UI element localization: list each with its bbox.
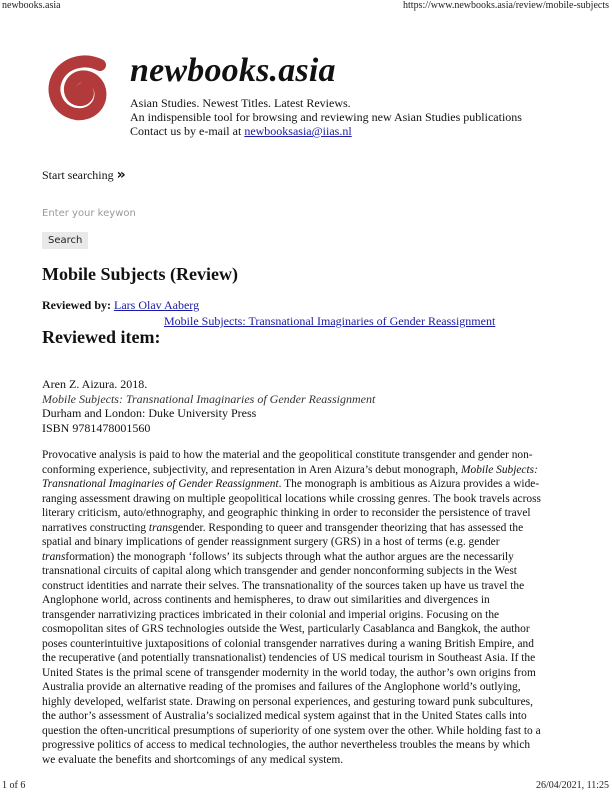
search-input[interactable]: [40, 204, 224, 222]
print-datetime: 26/04/2021, 11:25: [536, 780, 609, 791]
body-line: we evaluate the benefits and shortcomings of any medical system.: [42, 753, 344, 766]
start-searching-label: Start searching: [42, 168, 114, 182]
body-line: transgender narrativizing practices imbricated in their colonial and imperial origins. Focusing on the: [42, 608, 500, 621]
site-logo[interactable]: [40, 50, 118, 132]
print-page-indicator: 1 of 6: [2, 780, 26, 791]
reviewed-by-label: Reviewed by:: [42, 298, 111, 312]
spiral-logo-icon: [40, 50, 118, 132]
body-line: cosmopolitan sites of GRS technologies outside the West, particularly Casablanca and Bangkok, the author: [42, 623, 530, 635]
body-line: question the often-uncritical presumptions of superiority of one system over the other. While holding fast to a: [42, 724, 541, 737]
start-searching-toggle[interactable]: [42, 167, 126, 183]
book-title-link[interactable]: Mobile Subjects: Transnational Imaginaries of Gender Reassignment: [164, 314, 496, 328]
body-line: highly developed, welfarist state. Drawing on personal experiences, and gesturing toward punk subcultures,: [42, 695, 533, 708]
page-title: Mobile Subjects (Review): [42, 264, 238, 284]
site-title[interactable]: newbooks.asia: [130, 52, 336, 89]
search-button[interactable]: Search: [42, 232, 88, 249]
reviewer-link[interactable]: Lars Olav Aaberg: [114, 298, 200, 312]
body-line: progressive politics of access to medical technologies, the author nevertheless troubles the means by which: [42, 739, 531, 751]
contact-email-link[interactable]: newbooksasia@iias.nl: [244, 124, 352, 138]
body-line: Australia provide an alternative reading of the promises and failures of the Anglophone world’s outlying,: [42, 681, 521, 693]
body-line: transformation) the monograph ‘follows’ its subjects through what the author argues are the necessarily: [42, 550, 514, 563]
contact-prefix: Contact us by e-mail at: [130, 124, 245, 138]
body-line: Transnational Imaginaries of Gender Reassignment. The monograph is ambitious as Aizura provides a wide-: [42, 478, 540, 490]
citation-publisher: Durham and London: Duke University Press: [42, 406, 257, 420]
contact-line: [130, 124, 522, 138]
body-line: poses counterintuitive juxtapositions of colonial transgender narratives during a waning British Empire, and: [42, 637, 534, 650]
body-line: United States is the primal scene of transgender modernity in the world today, the author’s own origins from: [42, 666, 536, 679]
double-chevron-right-icon: »: [116, 167, 126, 183]
body-line: Anglophone world, across continents and hemispheres, to draw out similarities and divergences in: [42, 594, 490, 606]
tagline-line-2: An indispensible tool for browsing and reviewing new Asian Studies publications: [130, 110, 522, 124]
body-line: Provocative analysis is paid to how the material and the geopolitical constitute transgender and gender non-: [42, 449, 533, 461]
citation-author-year: Aren Z. Aizura. 2018.: [42, 377, 148, 391]
reviewed-by-line: [42, 298, 199, 313]
body-line: transnational circuits of capital along which transgender and gender nonconforming subjects in the West: [42, 565, 517, 577]
body-line: ranging assessment drawing on multiple geopolitical locations while crossing genres. The book travels across: [42, 492, 541, 505]
citation-block: [42, 377, 375, 435]
print-header-url[interactable]: https://www.newbooks.asia/review/mobile-subjects: [403, 0, 609, 11]
body-line: the author’s assessment of Australia’s socialized medical system against that in the United States calls into: [42, 710, 527, 722]
body-line: the recuperative (and potentially transnationalist) tendencies of US medical tourism in Southeast Asia. If the: [42, 652, 536, 664]
body-line: narratives constructing transgender. Responding to queer and transgender theorizing that has assessed the: [42, 521, 524, 534]
citation-book-title: Mobile Subjects: Transnational Imaginaries of Gender Reassignment: [42, 391, 376, 406]
body-line: conforming experience, subjectivity, and representation in Aren Aizura’s debut monograph, Mobile Subjects:: [42, 463, 538, 476]
body-line: construct identities and narrate their selves. The transnationality of the sources taken up have us travel the: [42, 579, 525, 592]
print-header-site: newbooks.asia: [2, 0, 61, 11]
body-line: literary criticism, auto/ethnography, and geographic thinking in order to reconsider the persistence of travel: [42, 507, 531, 519]
body-line: spatial and binary implications of gender reassignment surgery (GRS) in a host of terms (e.g. gender: [42, 536, 500, 548]
tagline-block: [130, 96, 522, 138]
citation-isbn: ISBN 9781478001560: [42, 420, 151, 435]
tagline-line-1: Asian Studies. Newest Titles. Latest Reviews.: [130, 96, 351, 110]
review-body: [42, 448, 572, 767]
reviewed-item-heading: Reviewed item:: [42, 327, 161, 347]
